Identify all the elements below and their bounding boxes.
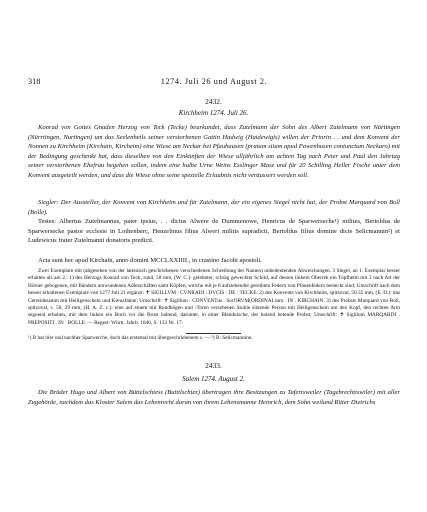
acta-line: Acta sunt hec apud Kirchain, anno domini MCCLXXIIII., in crastino Jacobi apostoli. (38, 257, 262, 264)
document-number: 2432. (205, 97, 222, 106)
document-dateline: Salem 1274. August 2. (182, 375, 245, 383)
witnesses-paragraph: Testes: Albertus Zutelmannus, pater ipsius, . . dictus Alwere de Dummenowe, Henricus de Sparwerseche¹) milites, Bertoldus de Sparwersecke pastor ecclesie in Lothenberc, Henzelinus filius Alweri militis supradicti, Bertoldus filius domine dicte Selicmannin²) et Ludewicus frater Zutelmanni donatoris predicti. (28, 218, 400, 245)
footnote-divider (186, 333, 241, 334)
document-summary: Konrad von Gottes Gnaden Herzog von Teck (Tecke) beurkundet, dass Zutelmann der Sohn des Albert Zutelmann von Nürtingen (Nürrtingen, Nurtingen) um das Seelenheils seiner verstorbenen Gattin Hadwig (Haidewigis) willen der Priorin . . und dem Konvent der Nonnen zu Kirchheim (Kirchain, Kircheim) eine Wiese am Neckar bei Pfauhausen (pratum situm apud Pawenhusen coniunctum Neckaro) mit der Bedingung geschenkt hat, dass dieselben von den Einkünften der Wiese alljährlich am achten Tag nach Peter und Paul den Jahrtag seiner verstorbenen Ehefrau begehen sollen, indem eine halbe Urne Weins Esslinger Masz und für 20 Schilling Heller Fische unter dem Konvent ausgeteilt werden, und dass die Wiese ohne seine spezielle Erlaubnis nicht veräussert werden soll. (28, 124, 400, 179)
archival-notes: Zwei Exemplare mit (abgesehen von der lateinisch geschriebenen verschiedenen Schreibung der Namen) unbedeutenden Abweichungen. 3 Siegel, an 1. Exemplar besser erhalten als am 2.: 1) des Herzogs Konrad von Teck, rund, 58 mm, (W. C.): gelehnter, schräg geweckter Schild, auf dessen linkem Oberrek ein Topfhelm mit 2 nach Art der Hörner gebogenen, mit Bändern umwundenen Adlerschäften samt Köpfen, welche mit je 8 aufstehender gereihten Federn von Pfauenfedern besteckt sind; Umschrift nach dem besser erhaltenen Exemplare von 1277 Juli 21 ergänzt: ✝ SIGILLVM : CVNRADI : DVCIS : DE : TECKE. 2) des Konvents von Kirchheim, spitzoval, 50.35 mm, (E. D.): das Getreidesamm mit Heiligenschein und Kreuzfahne; Umschrift: ✝ Sigillum . CONVENTus . SorORVM(ORDINAL)um . IN . KIRCHAIN. 3) des Probsts Marquard von Boll, spitzoval, c. 50, 29 mm, (H. A. Z. c.): eine auf einem mit Rundbögen und -Toren versehenen Stuhle sitzende Person mit Heiligenschein um den Kopf, den rechten Arm segnend erhoben, mit dem linken ein Buch vor die Brust haltend, darunter, in einer Blendnische, der kniend betende Probst; Umschrift: ✝ Sigillum MARQARDI . PREPOSITI . IN . BOLLE. — Regest: Württ. Jahrb. 1846, S. 133 Nr. 17. (28, 268, 400, 326)
running-header (28, 77, 400, 89)
running-title: 1274. Juli 26 und August 2. (160, 77, 268, 86)
page-number: 318 (28, 77, 41, 86)
document-number: 2433. (205, 361, 222, 370)
document-dateline: Kirchheim 1274. Juli 26. (178, 109, 249, 117)
footnote: ¹) B hat hier und nachher Sparwerche, doch das erstemal mit übergeschriebenem s. — ²) B: Selicmanninn. (28, 335, 253, 341)
sealers-paragraph: Siegler: Der Aussteller, der Konvent von Kirchheim und für Zutelmann, der ein eigenes Siegel nicht hat, der Probst Marquard von Boll (Bolle). (28, 199, 400, 216)
document-summary: Die Brüder Hugo und Albert von Büttelschiess (Buttilschiez) übertragen ihre Besitzungen zu Tafertsweiler (Tagebrechtiswiler) mit aller Zugehörde, nachdem das Kloster Salem das Lehenrecht daran von ihrem Lehensmanne Heinrich, dem Sohn weiland Ritter Dietrichs (28, 389, 400, 406)
